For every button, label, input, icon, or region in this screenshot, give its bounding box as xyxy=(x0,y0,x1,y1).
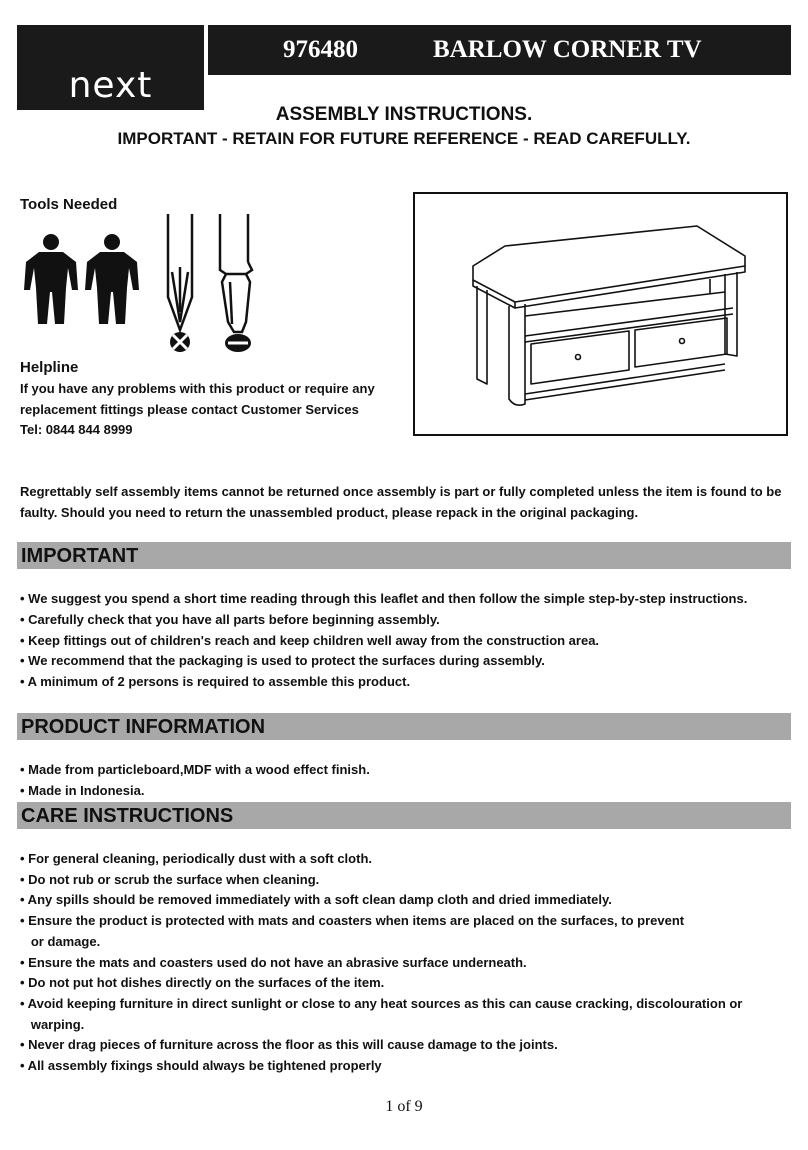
person-icon xyxy=(83,232,141,326)
list-item: • Do not rub or scrub the surface when cleaning. xyxy=(20,871,320,887)
list-item: • Ensure the product is protected with mats and coasters when items are placed on the surfaces, to prevent xyxy=(20,913,685,929)
page-title: ASSEMBLY INSTRUCTIONS. xyxy=(275,104,533,125)
section-heading-important: IMPORTANT xyxy=(17,542,791,569)
page-number: 1 of 9 xyxy=(385,1098,423,1115)
corner-tv-unit-illustration xyxy=(415,194,786,434)
page-subtitle: IMPORTANT - RETAIN FOR FUTURE REFERENCE - READ CAREFULLY. xyxy=(117,129,691,148)
list-item: • Made from particleboard,MDF with a wood effect finish. xyxy=(20,762,370,777)
tools-needed-label: Tools Needed xyxy=(20,196,118,213)
list-item: • For general cleaning, periodically dust with a soft cloth. xyxy=(20,851,372,866)
list-item: • Never drag pieces of furniture across the floor as this will cause damage to the joints. xyxy=(20,1037,558,1053)
important-list xyxy=(20,589,800,693)
section-heading-product-information: PRODUCT INFORMATION xyxy=(17,713,791,740)
list-item: • We suggest you spend a short time reading through this leaflet and then follow the simple step-by-step instructions. xyxy=(20,591,748,606)
section-heading-care-instructions: CARE INSTRUCTIONS xyxy=(17,802,791,829)
helpline-text: If you have any problems with this product or require any replacement fittings please contact Customer Services Tel: 0844 844 8999 xyxy=(20,381,375,437)
product-information-list xyxy=(20,760,800,801)
list-item: • All assembly fixings should always be tightened properly xyxy=(20,1058,382,1074)
list-item: • Do not put hot dishes directly on the surfaces of the item. xyxy=(20,975,385,991)
list-item: • Made in Indonesia. xyxy=(20,782,145,798)
list-item: • A minimum of 2 persons is required to assemble this product. xyxy=(20,674,411,690)
flat-head-screwdriver-icon xyxy=(212,212,262,358)
returns-notice: Regrettably self assembly items cannot be returned once assembly is part or fully completed unless the item is found to be faulty. Should you need to return the unassembled product, please repack in the original packaging. xyxy=(20,484,782,520)
next-logo xyxy=(17,25,204,110)
logo-text: next xyxy=(68,65,153,106)
title-bar xyxy=(208,25,791,75)
helpline-label: Helpline xyxy=(20,359,79,376)
list-item: • Carefully check that you have all parts before beginning assembly. xyxy=(20,611,440,627)
product-code: 976480 xyxy=(283,36,358,63)
person-icon xyxy=(22,232,80,326)
list-item: • We recommend that the packaging is used to protect the surfaces during assembly. xyxy=(20,653,545,669)
list-item: • Any spills should be removed immediately with a soft clean damp cloth and dried immediately. xyxy=(20,892,612,908)
list-item: or damage. xyxy=(20,933,101,949)
care-instructions-list xyxy=(20,849,800,1077)
list-item: • Keep fittings out of children's reach and keep children well away from the construction area. xyxy=(20,632,600,648)
list-item: warping. xyxy=(20,1016,85,1032)
list-item: • Avoid keeping furniture in direct sunlight or close to any heat sources as this can cause cracking, discolouration or xyxy=(20,995,743,1011)
product-name: BARLOW CORNER TV xyxy=(433,36,702,63)
list-item: • Ensure the mats and coasters used do not have an abrasive surface underneath. xyxy=(20,954,527,970)
product-illustration-frame xyxy=(413,192,788,436)
cross-head-screwdriver-icon xyxy=(162,212,198,358)
